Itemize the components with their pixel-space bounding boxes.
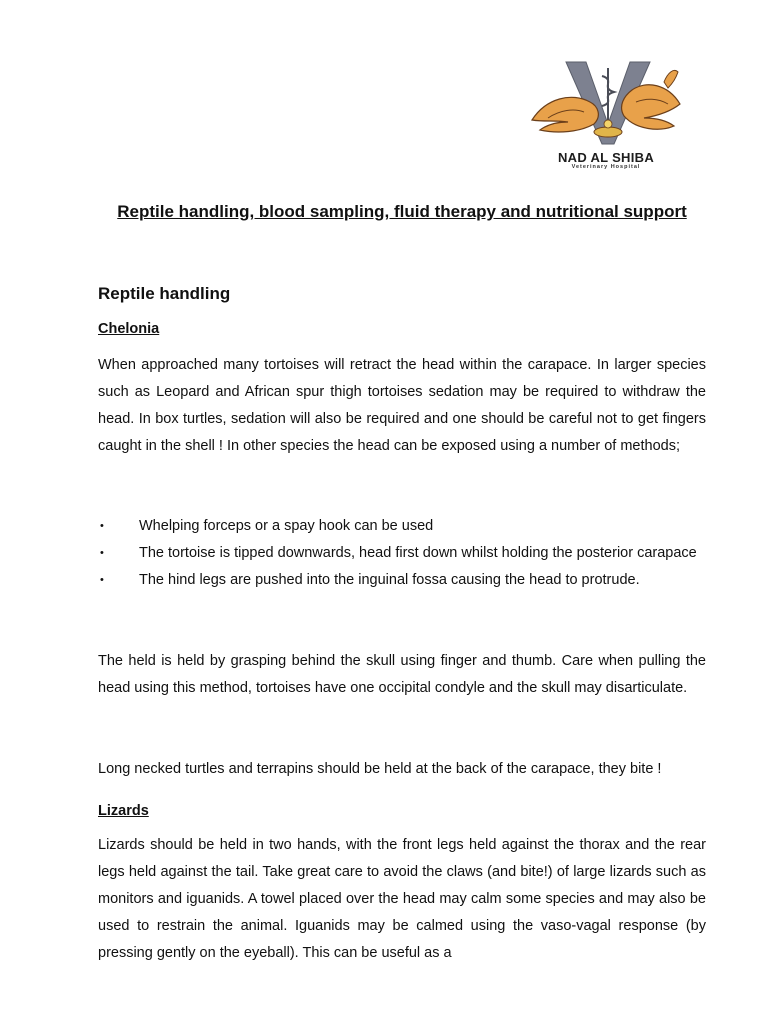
list-item-text: Whelping forceps or a spay hook can be used (139, 518, 434, 534)
logo-name: NAD AL SHIBA (557, 150, 655, 165)
hospital-logo (528, 58, 684, 172)
list-item-text: The hind legs are pushed into the inguinal fossa causing the head to protrude. (139, 572, 640, 588)
chelonia-heading: Chelonia (98, 321, 160, 337)
list-item (98, 513, 706, 540)
logo-subtitle: Veterinary Hospital (571, 164, 641, 170)
bullet-icon: • (100, 547, 104, 559)
chelonia-intro-paragraph: When approached many tortoises will retract the head within the carapace. In larger species such as Leopard and African spur thigh tortoises sedation may be required to withdraw the head. In box turtles, sedation will also be required and one should be careful not to get fingers caught in the shell ! In other species the head can be exposed using a number of methods; (98, 357, 706, 454)
lizards-heading: Lizards (98, 803, 149, 819)
list-item-text: The tortoise is tipped downwards, head first down whilst holding the posterior carapace (139, 545, 697, 561)
document-title: Reptile handling, blood sampling, fluid therapy and nutritional support (117, 202, 687, 221)
lizards-paragraph: Lizards should be held in two hands, with the front legs held against the thorax and the rear legs held against the tail. Take great care to avoid the claws (and bite!) of large lizards such as monitors and iguanids. A towel placed over the head may calm some species and may also be used to restrain the animal. Iguanids may be calmed using the vaso-vagal response (by pressing gently on the eyeball). This can be useful as a (98, 837, 706, 961)
chelonia-turtles-paragraph: Long necked turtles and terrapins should be held at the back of the carapace, they bite ! (98, 761, 662, 777)
logo-emblem-icon (528, 58, 684, 153)
list-item (98, 567, 706, 594)
list-item (98, 540, 706, 567)
bullet-icon: • (100, 520, 104, 532)
bullet-icon: • (100, 574, 104, 586)
chelonia-methods-list (98, 513, 706, 594)
chelonia-grip-paragraph: The held is held by grasping behind the skull using finger and thumb. Care when pulling the head using this method, tortoises have one occipital condyle and the skull may disarticulate. (98, 653, 706, 696)
section-heading: Reptile handling (98, 284, 231, 303)
